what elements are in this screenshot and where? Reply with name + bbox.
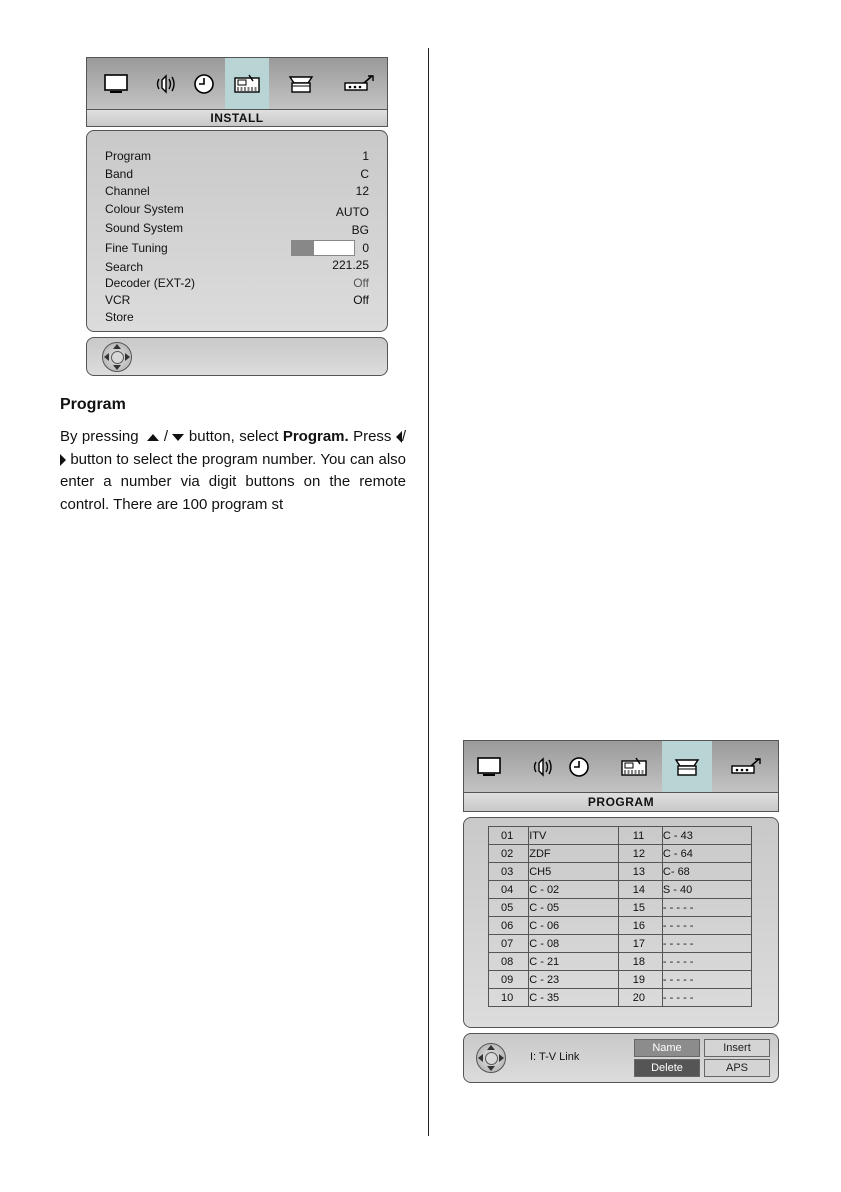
program-number: 07 — [489, 935, 529, 953]
program-title-bar — [463, 792, 779, 812]
program-number: 13 — [618, 863, 662, 881]
install-icon-bar — [86, 57, 388, 111]
program-name: C - 23 — [529, 971, 619, 989]
program-value: 1 — [362, 149, 369, 163]
menu-row-store[interactable]: Store — [105, 310, 134, 324]
table-row[interactable] — [489, 845, 752, 863]
tv-icon[interactable] — [474, 741, 504, 793]
connector-icon[interactable] — [726, 741, 766, 793]
program-number: 20 — [618, 989, 662, 1007]
menu-row-channel[interactable]: Channel 12 — [105, 184, 369, 198]
channel-value: 12 — [355, 184, 369, 198]
program-number: 09 — [489, 971, 529, 989]
program-name: CH5 — [529, 863, 619, 881]
table-row[interactable] — [489, 935, 752, 953]
table-row[interactable] — [489, 863, 752, 881]
program-name: C - 35 — [529, 989, 619, 1007]
tv-icon[interactable] — [101, 58, 131, 110]
insert-button[interactable]: Insert — [704, 1039, 770, 1057]
sound-icon[interactable] — [153, 58, 177, 110]
tv-link-label: I: T-V Link — [530, 1051, 580, 1063]
program-name: - - - - - — [662, 899, 751, 917]
program-number: 10 — [489, 989, 529, 1007]
table-row[interactable] — [489, 971, 752, 989]
program-name: C - 06 — [529, 917, 619, 935]
menu-row-search[interactable]: Search 221.25 — [105, 258, 369, 274]
menu-row-colour-system[interactable]: Colour System AUTO — [105, 202, 369, 219]
program-number: 14 — [618, 881, 662, 899]
program-number: 01 — [489, 827, 529, 845]
table-row[interactable] — [489, 917, 752, 935]
menu-row-sound-system[interactable]: Sound System BG — [105, 221, 369, 237]
program-name: C - 08 — [529, 935, 619, 953]
program-name: C - 05 — [529, 899, 619, 917]
program-number: 08 — [489, 953, 529, 971]
right-arrow-icon — [60, 454, 66, 466]
decoder-value: Off — [353, 276, 369, 290]
install-icon[interactable] — [225, 58, 269, 110]
menu-row-decoder[interactable]: Decoder (EXT-2) Off — [105, 276, 369, 290]
band-value: C — [360, 167, 369, 181]
section-heading: Program — [60, 396, 126, 413]
program-name: - - - - - — [662, 971, 751, 989]
table-row[interactable] — [489, 827, 752, 845]
delete-button[interactable]: Delete — [634, 1059, 700, 1077]
source-icon[interactable] — [283, 58, 319, 110]
program-footer-panel — [463, 1033, 779, 1083]
clock-icon[interactable] — [191, 58, 217, 110]
source-icon[interactable] — [662, 741, 712, 793]
table-row[interactable] — [489, 989, 752, 1007]
program-name: ZDF — [529, 845, 619, 863]
program-name: C - 21 — [529, 953, 619, 971]
clock-icon[interactable] — [566, 741, 592, 793]
program-number: 06 — [489, 917, 529, 935]
sound-icon[interactable] — [530, 741, 554, 793]
program-icon-bar — [463, 740, 779, 794]
install-icon[interactable] — [614, 741, 654, 793]
program-number: 12 — [618, 845, 662, 863]
install-title-bar — [86, 109, 388, 127]
program-name: C - 43 — [662, 827, 751, 845]
program-number: 18 — [618, 953, 662, 971]
program-title: PROGRAM — [587, 795, 655, 809]
fine-tuning-bar[interactable] — [291, 240, 355, 256]
search-value: 221.25 — [332, 258, 369, 272]
program-name: S - 40 — [662, 881, 751, 899]
program-name: - - - - - — [662, 935, 751, 953]
program-name: ITV — [529, 827, 619, 845]
up-arrow-icon — [147, 434, 159, 441]
aps-button[interactable]: APS — [704, 1059, 770, 1077]
install-title: INSTALL — [210, 111, 264, 125]
navigation-pad-icon — [102, 342, 132, 372]
sound-system-value: BG — [351, 223, 369, 237]
menu-row-program[interactable]: Program 1 — [105, 149, 369, 163]
program-name: - - - - - — [662, 989, 751, 1007]
program-number: 04 — [489, 881, 529, 899]
program-name: C- 68 — [662, 863, 751, 881]
program-number: 16 — [618, 917, 662, 935]
fine-tuning-value: 0 — [362, 241, 369, 255]
menu-row-band[interactable]: Band C — [105, 167, 369, 181]
table-row[interactable] — [489, 899, 752, 917]
program-name: - - - - - — [662, 917, 751, 935]
connector-icon[interactable] — [341, 58, 377, 110]
column-divider — [428, 48, 429, 1136]
program-name: C - 02 — [529, 881, 619, 899]
program-number: 02 — [489, 845, 529, 863]
program-name: - - - - - — [662, 953, 751, 971]
program-number: 03 — [489, 863, 529, 881]
install-settings-panel — [86, 130, 388, 332]
fine-tuning-fill — [292, 241, 314, 255]
colour-system-value: AUTO — [335, 205, 369, 219]
program-number: 17 — [618, 935, 662, 953]
table-row[interactable] — [489, 881, 752, 899]
navigation-pad-icon — [476, 1043, 506, 1073]
name-button[interactable]: Name — [634, 1039, 700, 1057]
menu-row-vcr[interactable]: VCR Off — [105, 293, 369, 307]
program-table — [488, 826, 752, 1007]
program-number: 15 — [618, 899, 662, 917]
program-name: C - 64 — [662, 845, 751, 863]
down-arrow-icon — [172, 434, 184, 441]
program-number: 11 — [618, 827, 662, 845]
vcr-value: Off — [353, 293, 369, 307]
menu-row-fine-tuning[interactable]: Fine Tuning 0 — [105, 241, 369, 255]
program-description: By pressing / button, select Program. Press / button to select the program number. You can also enter a number via digit buttons on the remote control. There are 100 program st — [60, 428, 407, 513]
program-number: 05 — [489, 899, 529, 917]
table-row[interactable] — [489, 953, 752, 971]
install-nav-panel — [86, 337, 388, 376]
program-number: 19 — [618, 971, 662, 989]
